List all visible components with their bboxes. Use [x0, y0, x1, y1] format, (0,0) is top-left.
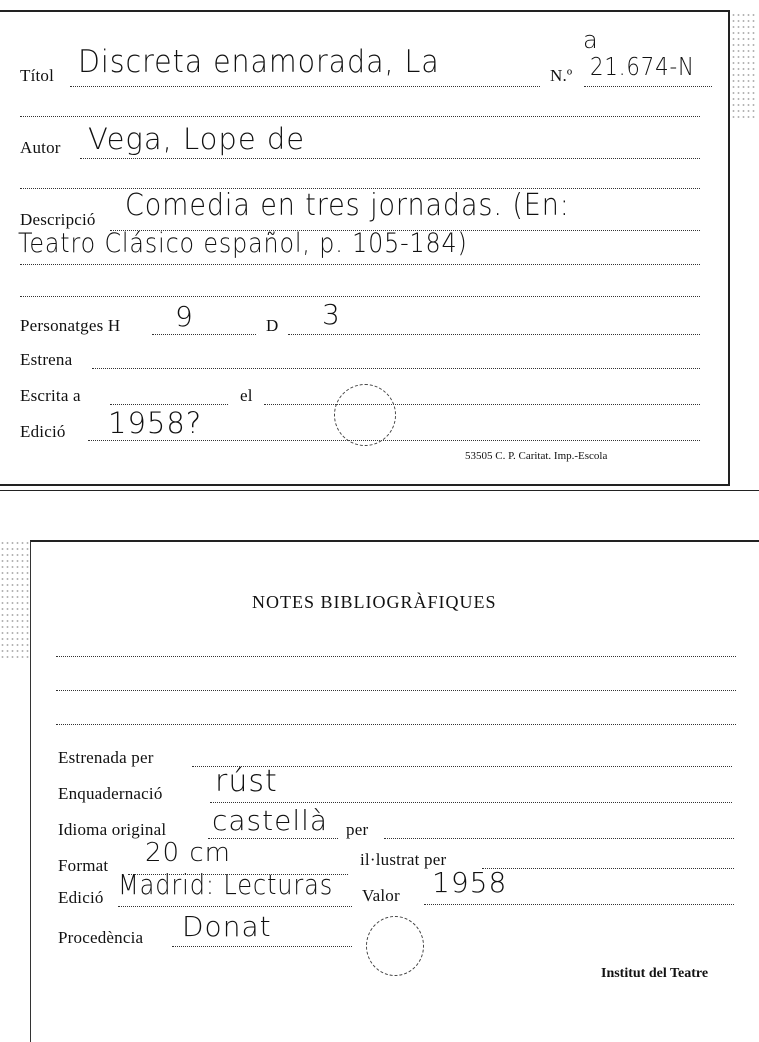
- notes-heading: NOTES BIBLIOGRÀFIQUES: [252, 592, 497, 612]
- no-label: N.º: [550, 66, 573, 85]
- el-line: [264, 404, 700, 405]
- illustrat-line: [482, 868, 734, 869]
- personatges-d-value: 3: [322, 298, 341, 331]
- descripcio-label: Descripció: [20, 210, 96, 229]
- escrita-label: Escrita a: [20, 386, 81, 405]
- valor-label: Valor: [362, 886, 400, 905]
- stamp-circle-bottom: [366, 916, 424, 976]
- escrita-line: [110, 404, 228, 405]
- personatges-label: Personatges H: [20, 316, 121, 335]
- ruled-line-1: [20, 116, 700, 117]
- descripcio-line1: Comedia en tres jornadas. (En:: [125, 188, 570, 223]
- autor-label: Autor: [20, 138, 61, 157]
- autor-value: Vega, Lope de: [88, 122, 306, 156]
- enquadernacio-label: Enquadernació: [58, 784, 163, 803]
- format-value: 20 cm: [145, 838, 231, 868]
- estrena-line: [92, 368, 700, 369]
- personatges-d-line: [288, 334, 700, 335]
- institut-del-teatre-label: Institut del Teatre: [601, 966, 709, 981]
- valor-value: 1958: [432, 866, 508, 899]
- procedencia-label: Procedència: [58, 928, 144, 947]
- el-label: el: [240, 386, 253, 405]
- idioma-label: Idioma original: [58, 820, 167, 839]
- no-line: [584, 86, 712, 87]
- personatges-h-line: [152, 334, 256, 335]
- no-value: 21.674-N: [590, 52, 695, 81]
- edicio-value-1: 1958?: [108, 406, 203, 440]
- scan-noise-bottom: [0, 540, 30, 660]
- scan-noise-top: [731, 12, 757, 122]
- estrena-label: Estrena: [20, 350, 73, 369]
- per-line: [384, 838, 734, 839]
- titol-label: Títol: [20, 66, 55, 85]
- titol-line: [70, 86, 540, 87]
- procedencia-value: Donat: [182, 910, 272, 943]
- separator-line: [0, 490, 759, 491]
- edicio-line-1: [88, 440, 700, 441]
- edicio-label-1: Edició: [20, 422, 66, 441]
- notes-line-1: [56, 656, 736, 657]
- edicio-line-2: [118, 906, 352, 907]
- personatges-h-value: 9: [175, 300, 194, 333]
- estrenada-label: Estrenada per: [58, 748, 154, 767]
- notes-line-3: [56, 724, 736, 725]
- autor-line: [80, 158, 700, 159]
- edicio-label-2: Edició: [58, 888, 104, 907]
- illustrat-label: il·lustrat per: [360, 850, 447, 869]
- per-label: per: [346, 820, 369, 839]
- titol-value: Discreta enamorada, La: [78, 44, 440, 80]
- notes-line-2: [56, 690, 736, 691]
- format-label: Format: [58, 856, 109, 875]
- d-label: D: [266, 316, 279, 335]
- descripcio-line2-rule: [20, 264, 700, 265]
- stamp-circle-top: [334, 384, 396, 446]
- idioma-value: castellà: [212, 804, 329, 837]
- enquadernacio-line: [210, 802, 732, 803]
- descripcio-line2: Teatro Clásico español, p. 105-184): [18, 228, 468, 259]
- no-superscript: a: [583, 26, 599, 54]
- edicio-value-2: Madrid: Lecturas: [118, 868, 334, 901]
- valor-line: [424, 904, 734, 905]
- enquadernacio-value: rúst: [215, 764, 278, 799]
- procedencia-line: [172, 946, 352, 947]
- ruled-line-3: [20, 296, 700, 297]
- printer-mark: 53505 C. P. Caritat. Imp.-Escola: [465, 450, 608, 462]
